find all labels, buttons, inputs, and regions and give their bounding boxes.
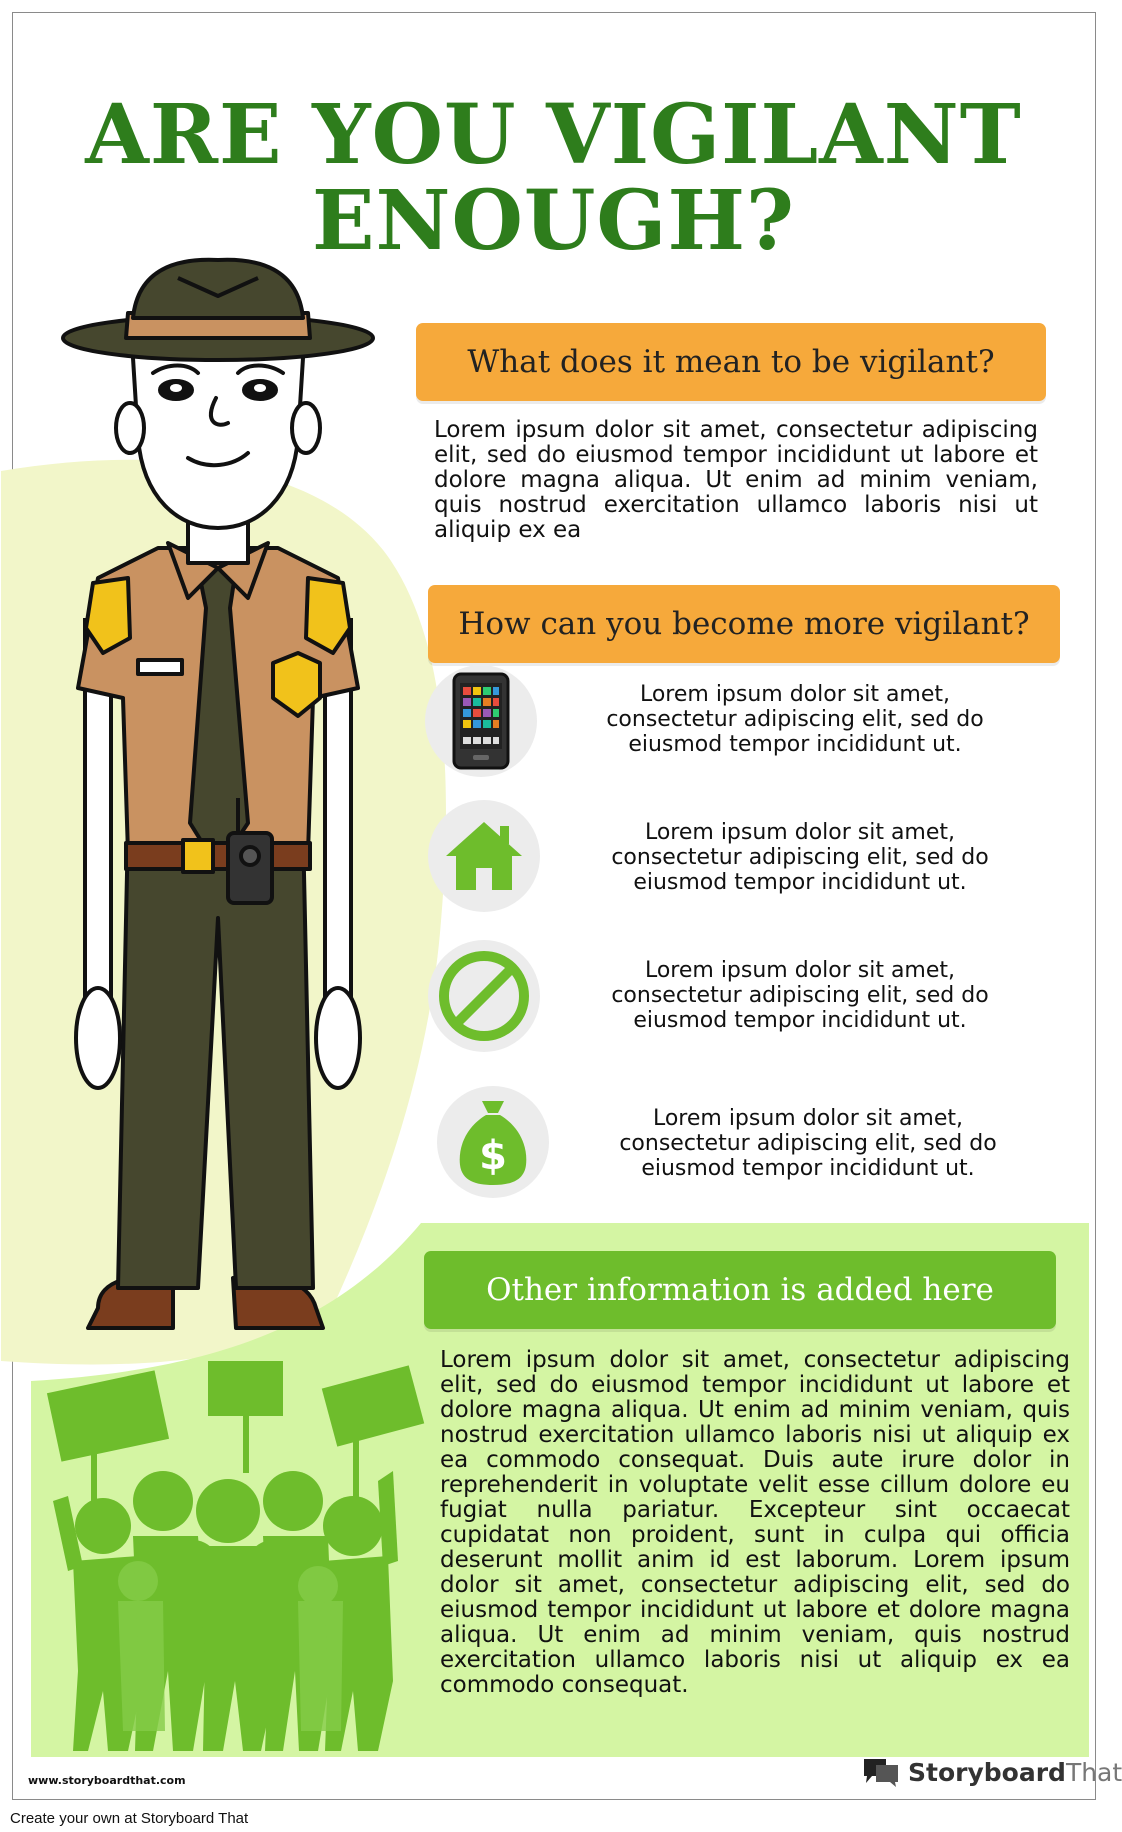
section-heading-other-text: Other information is added here (486, 1272, 994, 1308)
create-your-own-caption[interactable]: Create your own at Storyboard That (10, 1810, 249, 1827)
protest-crowd-illustration (43, 1351, 443, 1751)
tip-1-text: Lorem ipsum dolor sit amet, consectetur adipiscing elit, sed do eiusmod tempor incididunt ut. (606, 682, 984, 757)
tip-2-text: Lorem ipsum dolor sit amet, consectetur adipiscing elit, sed do eiusmod tempor incididunt ut. (611, 820, 989, 895)
section-body-meaning: Lorem ipsum dolor sit amet, consectetur adipiscing elit, sed do eiusmod tempor incididunt ut labore et dolore magna aliqua. Ut enim ad minim veniam, quis nostrud exercitation ullamco laboris nisi ut aliquip ex ea (434, 417, 1038, 543)
tip-3-text: Lorem ipsum dolor sit amet, consectetur adipiscing elit, sed do eiusmod tempor incididunt ut. (611, 958, 989, 1033)
section-heading-other (424, 1251, 1056, 1329)
section-heading-how-text: How can you become more vigilant? (458, 606, 1030, 642)
section-body-other: Lorem ipsum dolor sit amet, consectetur adipiscing elit, sed do eiusmod tempor incididunt ut labore et dolore magna aliqua. Ut enim ad minim veniam, quis nostrud exercitation ullamco laboris nisi ut aliquip ex ea commodo consequat. Duis aute irure dolor in reprehenderit in voluptate velit esse cillum dolore eu fugiat nulla pariatur. Excepteur sint occaecat cupidatat non proident, sunt in culpa qui officia deserunt mollit anim id est laborum. Lorem ipsum dolor sit amet, consectetur adipiscing elit, sed do eiusmod tempor incididunt ut labore et dolore magna aliqua. Ut enim ad minim veniam, quis nostrud exercitation ullamco laboris nisi ut aliquip ex ea commodo consequat. (440, 1347, 1070, 1698)
home-icon (444, 820, 524, 892)
footer-site-url[interactable]: www.storyboardthat.com (28, 1774, 186, 1787)
prohibited-icon (436, 948, 532, 1044)
tip-2-icon-circle (428, 800, 540, 912)
tip-4-icon-circle (437, 1086, 549, 1198)
tip-4-text: Lorem ipsum dolor sit amet, consectetur adipiscing elit, sed do eiusmod tempor incididunt ut. (619, 1106, 997, 1181)
smartphone-icon (451, 671, 511, 771)
brand-strong-text: Storyboard (908, 1757, 1066, 1787)
speech-bubble-logo-icon (860, 1756, 902, 1788)
storyboardthat-logo[interactable] (860, 1755, 1122, 1789)
page-title: ARE YOU VIGILANT ENOUGH? (85, 87, 1022, 269)
tip-3-icon-circle (428, 940, 540, 1052)
section-heading-how (428, 585, 1060, 663)
brand-light-text: That (1065, 1757, 1122, 1787)
park-ranger-illustration (58, 278, 398, 1368)
section-heading-meaning-text: What does it mean to be vigilant? (467, 344, 995, 380)
svg-text:$: $ (479, 1133, 507, 1179)
money-bag-icon (456, 1097, 530, 1187)
tip-1-icon-circle (425, 665, 537, 777)
section-heading-meaning (416, 323, 1046, 401)
